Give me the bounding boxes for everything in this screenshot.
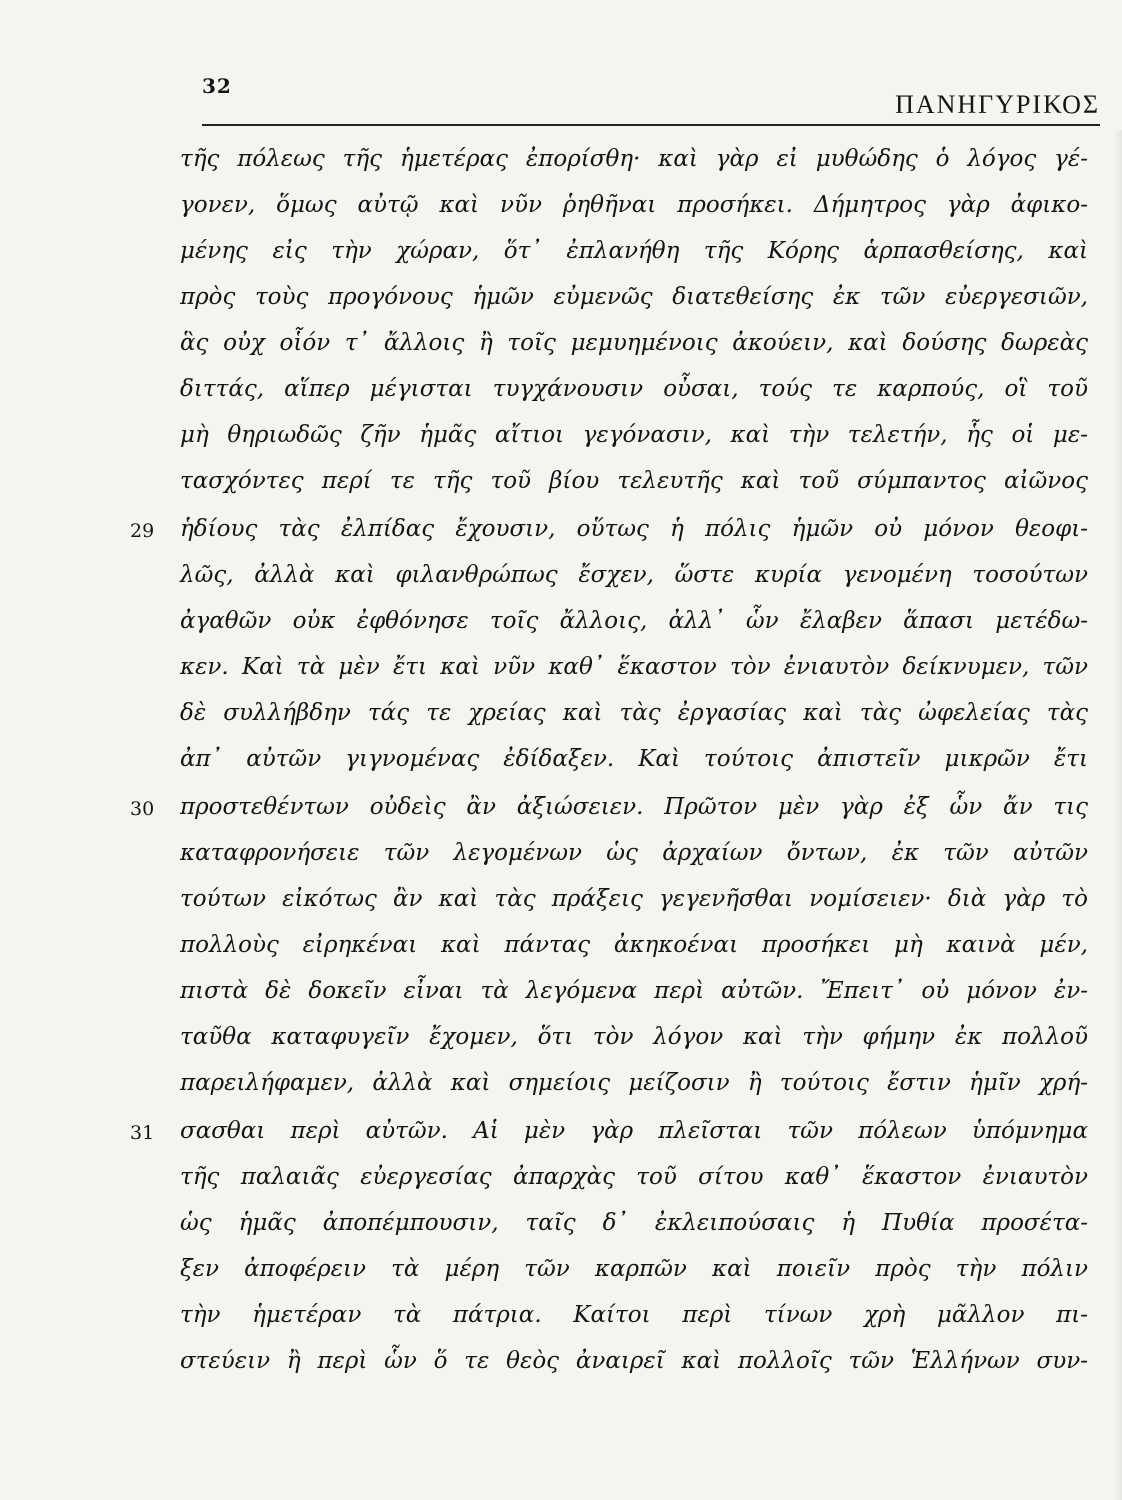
text-line: μὴ θηριωδῶς ζῆν ἡμᾶς αἴτιοι γεγόνασιν, καὶ τὴν τελετήν, ἧς οἱ με- bbox=[180, 422, 1088, 448]
text-line: κεν. Καὶ τὰ μὲν ἔτι καὶ νῦν καθ᾽ ἕκαστον τὸν ἐνιαυτὸν δείκνυμεν, τῶν bbox=[180, 654, 1088, 680]
section-number: 31 bbox=[130, 1122, 155, 1144]
text-line: καταφρονήσειε τῶν λεγομένων ὡς ἀρχαίων ὄντων, ἐκ τῶν αὐτῶν bbox=[180, 840, 1088, 866]
text-line: τῆς πόλεως τῆς ἡμετέρας ἐπορίσθη· καὶ γὰρ εἰ μυθώδης ὁ λόγος γέ- bbox=[180, 146, 1088, 172]
text-line: στεύειν ἢ περὶ ὧν ὅ τε θεὸς ἀναιρεῖ καὶ πολλοῖς τῶν Ἑλλήνων συν- bbox=[180, 1348, 1088, 1374]
text-line: πιστὰ δὲ δοκεῖν εἶναι τὰ λεγόμενα περὶ αὐτῶν. Ἔπειτ᾽ οὐ μόνον ἐν- bbox=[180, 978, 1088, 1004]
text-line: τὴν ἡμετέραν τὰ πάτρια. Καίτοι περὶ τίνων χρὴ μᾶλλον πι- bbox=[180, 1302, 1088, 1328]
section-number: 30 bbox=[130, 798, 155, 820]
text-line: ἃς οὐχ οἷόν τ᾽ ἄλλοις ἢ τοῖς μεμυημένοις ἀκούειν, καὶ δούσης δωρεὰς bbox=[180, 330, 1088, 356]
text-line: ταῦθα καταφυγεῖν ἔχομεν, ὅτι τὸν λόγον καὶ τὴν φήμην ἐκ πολλοῦ bbox=[180, 1024, 1088, 1050]
text-line: σασθαι περὶ αὐτῶν. Αἱ μὲν γὰρ πλεῖσται τῶν πόλεων ὑπόμνημα bbox=[180, 1118, 1088, 1144]
text-line: ἡδίους τὰς ἐλπίδας ἔχουσιν, οὕτως ἡ πόλις ἡμῶν οὐ μόνον θεοφι- bbox=[180, 516, 1088, 542]
section-number: 29 bbox=[130, 520, 155, 542]
text-line: τούτων εἰκότως ἂν καὶ τὰς πράξεις γεγενῆσθαι νομίσειεν· διὰ γὰρ τὸ bbox=[180, 886, 1088, 912]
running-title: ΠΑΝΗΓΥΡΙΚΟΣ bbox=[895, 90, 1100, 119]
text-line: ἀγαθῶν οὐκ ἐφθόνησε τοῖς ἄλλοις, ἀλλ᾽ ὧν ἔλαβεν ἅπασι μετέδω- bbox=[180, 608, 1088, 634]
text-line: λῶς, ἀλλὰ καὶ φιλανθρώπως ἔσχεν, ὥστε κυρία γενομένη τοσούτων bbox=[180, 562, 1088, 588]
text-line: τῆς παλαιᾶς εὐεργεσίας ἀπαρχὰς τοῦ σίτου καθ᾽ ἕκαστον ἐνιαυτὸν bbox=[180, 1164, 1088, 1190]
page-number: 32 bbox=[202, 74, 232, 98]
text-line: τασχόντες περί τε τῆς τοῦ βίου τελευτῆς καὶ τοῦ σύμπαντος αἰῶνος bbox=[180, 468, 1088, 494]
text-line: πρὸς τοὺς προγόνους ἡμῶν εὐμενῶς διατεθείσης ἐκ τῶν εὐεργεσιῶν, bbox=[180, 284, 1088, 310]
text-line: πολλοὺς εἰρηκέναι καὶ πάντας ἀκηκοέναι προσήκει μὴ καινὰ μέν, bbox=[180, 932, 1088, 958]
text-line: γονεν, ὅμως αὐτῷ καὶ νῦν ῥηθῆναι προσήκει. Δήμητρος γὰρ ἀφικο- bbox=[180, 192, 1088, 218]
text-line: ὡς ἡμᾶς ἀποπέμπουσιν, ταῖς δ᾽ ἐκλειπούσαις ἡ Πυθία προσέτα- bbox=[180, 1210, 1088, 1236]
text-line: διττάς, αἵπερ μέγισται τυγχάνουσιν οὖσαι, τούς τε καρπούς, οἳ τοῦ bbox=[180, 376, 1088, 402]
page-edge-shadow bbox=[1114, 130, 1122, 1500]
text-line: προστεθέντων οὐδεὶς ἂν ἀξιώσειεν. Πρῶτον μὲν γὰρ ἐξ ὧν ἄν τις bbox=[180, 794, 1088, 820]
text-line: ἀπ᾽ αὐτῶν γιγνομένας ἐδίδαξεν. Καὶ τούτοις ἀπιστεῖν μικρῶν ἔτι bbox=[180, 746, 1088, 772]
text-line: παρειλήφαμεν, ἀλλὰ καὶ σημείοις μείζοσιν ἢ τούτοις ἔστιν ἡμῖν χρή- bbox=[180, 1070, 1088, 1096]
text-line: ξεν ἀποφέρειν τὰ μέρη τῶν καρπῶν καὶ ποιεῖν πρὸς τὴν πόλιν bbox=[180, 1256, 1088, 1282]
text-line: δὲ συλλήβδην τάς τε χρείας καὶ τὰς ἐργασίας καὶ τὰς ὠφελείας τὰς bbox=[180, 700, 1088, 726]
text-line bbox=[180, 1388, 1088, 1426]
text-line: μένης εἰς τὴν χώραν, ὅτ᾽ ἐπλανήθη τῆς Κόρης ἁρπασθείσης, καὶ bbox=[180, 238, 1088, 264]
